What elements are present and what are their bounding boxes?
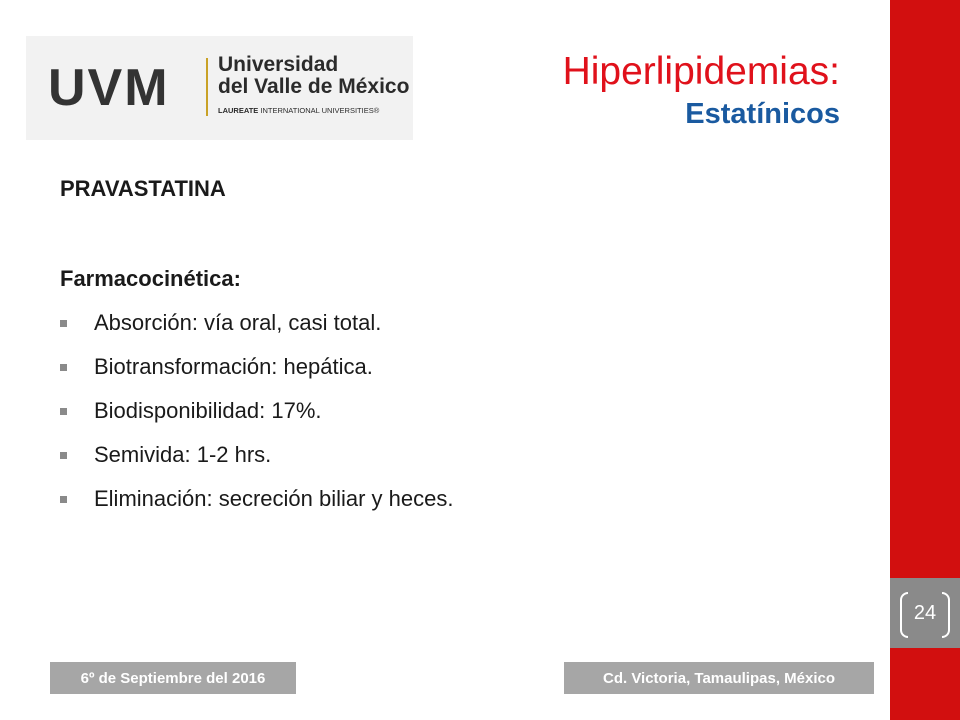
logo-line-university: Universidad (218, 53, 339, 76)
bullet-text: Semivida: 1-2 hrs. (94, 442, 272, 467)
logo-mark: UVM (48, 59, 170, 117)
logo-line-name: del Valle de México (218, 75, 410, 98)
bullet-text: Biodisponibilidad: 17%. (94, 398, 322, 423)
drug-heading: PRAVASTATINA (60, 176, 226, 201)
section-label: Farmacocinética: (60, 266, 241, 291)
bullet-text: Eliminación: secreción biliar y heces. (94, 486, 454, 511)
slide-subtitle: Estatínicos (685, 98, 840, 130)
university-logo (26, 36, 413, 140)
bullet-square-icon (60, 408, 67, 415)
list-item (60, 398, 454, 442)
logo-divider (206, 58, 208, 116)
logo-laureate-bold: LAUREATE (218, 106, 259, 115)
footer-location: Cd. Victoria, Tamaulipas, México (564, 662, 874, 694)
bullet-list (60, 310, 454, 530)
bullet-square-icon (60, 320, 67, 327)
logo-laureate-rest: INTERNATIONAL UNIVERSITIES® (258, 106, 380, 115)
list-item (60, 442, 454, 486)
slide-title: Hiperlipidemias: (562, 50, 840, 93)
bullet-square-icon (60, 364, 67, 371)
bullet-text: Biotransformación: hepática. (94, 354, 373, 379)
bullet-text: Absorción: vía oral, casi total. (94, 310, 382, 335)
footer-date: 6º de Septiembre del 2016 (50, 662, 296, 694)
page-number-box (890, 578, 960, 648)
right-brace-icon (942, 592, 950, 638)
list-item (60, 486, 454, 530)
logo-line-laureate (218, 106, 408, 115)
page-number: 24 (913, 601, 937, 624)
bullet-square-icon (60, 496, 67, 503)
logo-text (218, 54, 408, 115)
list-item (60, 354, 454, 398)
bullet-square-icon (60, 452, 67, 459)
list-item (60, 310, 454, 354)
